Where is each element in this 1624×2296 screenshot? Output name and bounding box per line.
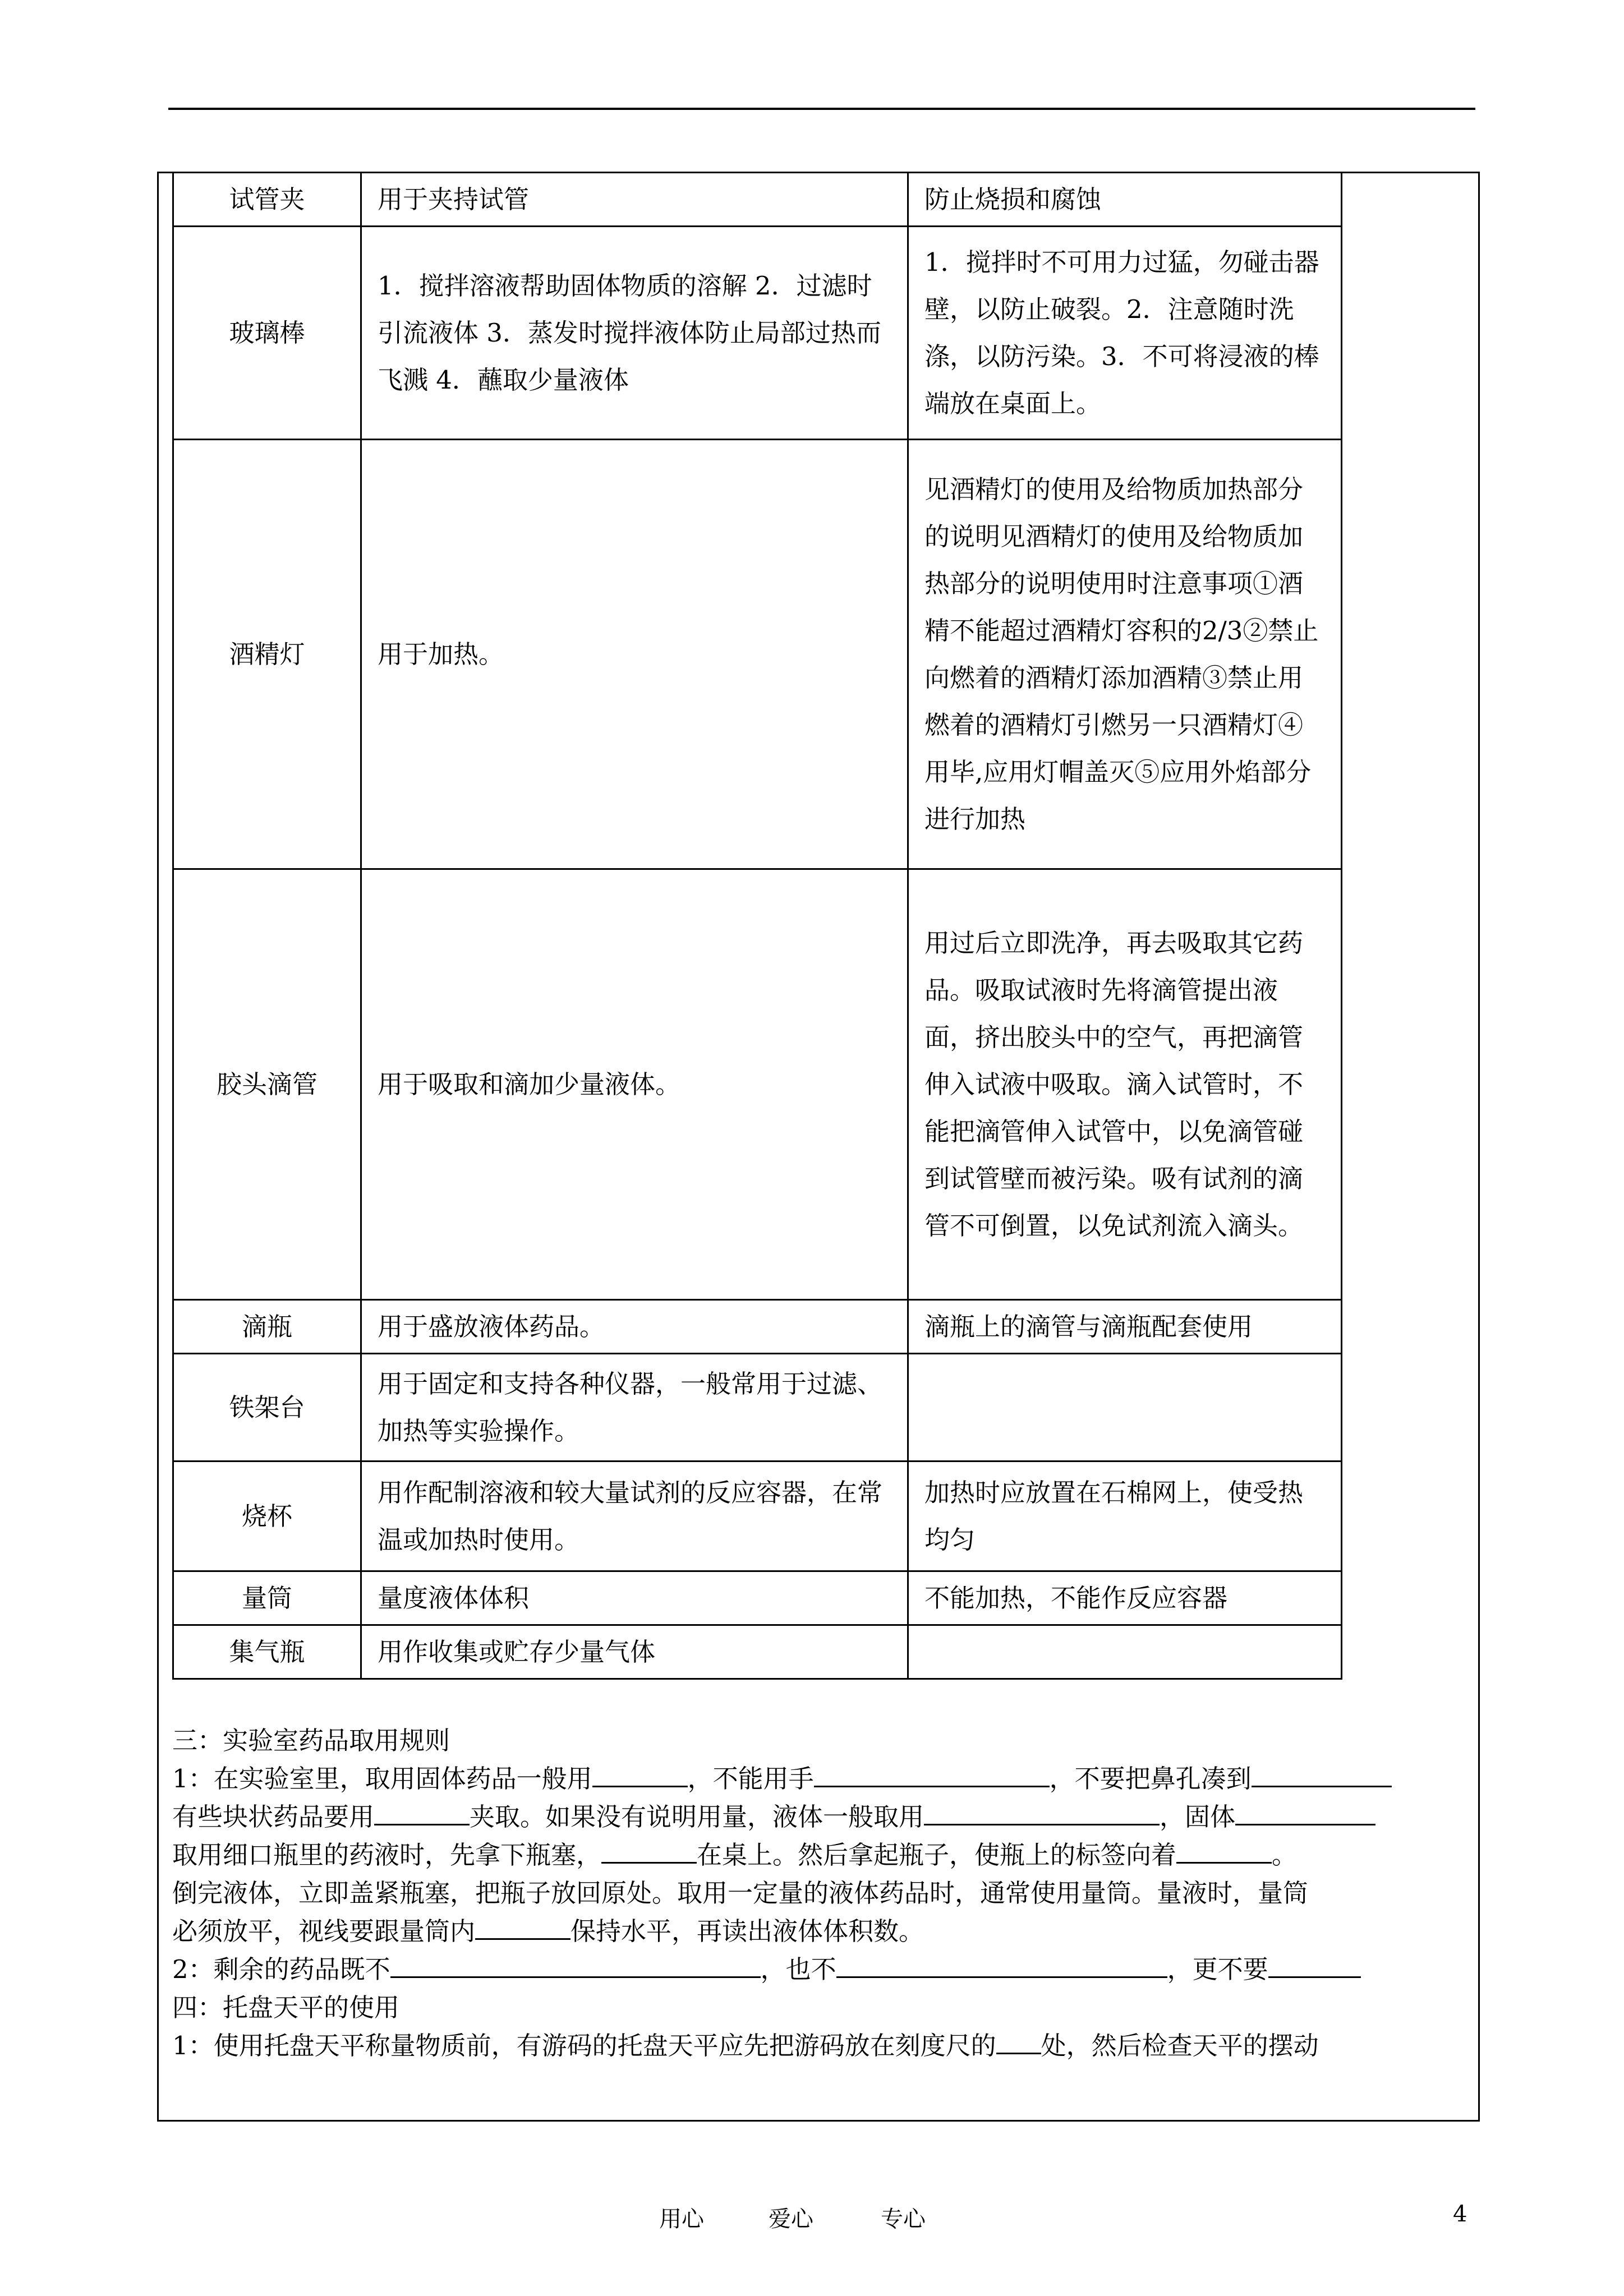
instrument-name: 酒精灯 (173, 440, 361, 869)
fill-blank[interactable] (390, 1953, 761, 1978)
rule-line: 倒完液体，立即盖紧瓶塞，把瓶子放回原处。取用一定量的液体药品时，通常使用量筒。量液时，量筒 (172, 1878, 1309, 1908)
instrument-name: 量筒 (173, 1571, 361, 1625)
rules-section (172, 1722, 1485, 2065)
instrument-note (908, 1354, 1342, 1461)
instrument-note: 防止烧损和腐蚀 (908, 173, 1342, 227)
fill-blank[interactable] (475, 1915, 571, 1940)
rule-text: 有些块状药品要用 (172, 1802, 375, 1832)
instrument-note: 加热时应放置在石棉网上，使受热均匀 (908, 1461, 1342, 1571)
instrument-note: 用过后立即洗净，再去吸取其它药品。吸取试液时先将滴管提出液面，挤出胶头中的空气，再把滴管伸入试液中吸取。滴入试管时，不能把滴管伸入试管中，以免滴管碰到试管壁而被污染。吸有试剂的滴管不可倒置，以免试剂流入滴头。 (908, 869, 1342, 1300)
table-row (173, 1461, 1342, 1571)
instrument-use: 用作配制溶液和较大量试剂的反应容器，在常温或加热时使用。 (361, 1461, 908, 1571)
instrument-use: 1．搅拌溶液帮助固体物质的溶解 2．过滤时引流液体 3．蒸发时搅拌液体防止局部过热而飞溅 4．蘸取少量液体 (361, 227, 908, 440)
instrument-use: 用作收集或贮存少量气体 (361, 1625, 908, 1679)
section-title: 三：实验室药品取用规则 (172, 1726, 450, 1755)
fill-blank[interactable] (996, 2029, 1041, 2054)
fill-blank[interactable] (601, 1838, 697, 1864)
instrument-name: 集气瓶 (173, 1625, 361, 1679)
rule-text: 。 (1272, 1840, 1298, 1870)
table-row (173, 1571, 1342, 1625)
rule-line (172, 1836, 1485, 1874)
rule-text: 保持水平，再读出液体体积数。 (571, 1916, 924, 1946)
table-row (173, 173, 1342, 227)
instrument-name: 滴瓶 (173, 1300, 361, 1354)
rule-text: ，固体 (1160, 1802, 1236, 1832)
instrument-use: 用于加热。 (361, 440, 908, 869)
table-row (173, 440, 1342, 869)
rule-line (172, 2027, 1485, 2065)
rule-line (172, 1951, 1485, 1989)
instrument-note: 不能加热，不能作反应容器 (908, 1571, 1342, 1625)
instrument-use: 量度液体体积 (361, 1571, 908, 1625)
fill-blank[interactable] (592, 1762, 688, 1787)
rule-text: ，更不要 (1167, 1954, 1268, 1984)
rule-line (172, 1912, 1485, 1951)
instrument-use: 用于夹持试管 (361, 173, 908, 227)
table-row (173, 1625, 1342, 1679)
table-row (173, 1354, 1342, 1461)
rule-text: 夹取。如果没有说明用量，液体一般取用 (470, 1802, 924, 1832)
rule-text: 取用细口瓶里的药液时，先拿下瓶塞， (172, 1840, 602, 1870)
fill-blank[interactable] (1176, 1838, 1272, 1864)
instrument-note: 见酒精灯的使用及给物质加热部分的说明见酒精灯的使用及给物质加热部分的说明使用时注意事项①酒精不能超过酒精灯容积的2/3②禁止向燃着的酒精灯添加酒精③禁止用燃着的酒精灯引燃另一只酒精灯④用毕,应用灯帽盖灭⑤应用外焰部分进行加热 (908, 440, 1342, 869)
fill-blank[interactable] (1268, 1953, 1361, 1978)
instrument-table (172, 172, 1342, 1680)
rule-line (172, 1760, 1485, 1798)
rule-text: 1：使用托盘天平称量物质前，有游码的托盘天平应先把游码放在刻度尺的 (172, 2031, 996, 2060)
fill-blank[interactable] (836, 1953, 1167, 1978)
footer-motto: 用心 (659, 2206, 704, 2232)
rule-text: ，不能用手 (687, 1764, 814, 1794)
instrument-name: 铁架台 (173, 1354, 361, 1461)
instrument-note (908, 1625, 1342, 1679)
rule-text: 在桌上。然后拿起瓶子，使瓶上的标签向着 (697, 1840, 1177, 1870)
fill-blank[interactable] (1252, 1762, 1392, 1787)
instrument-name: 试管夹 (173, 173, 361, 227)
footer-motto: 爱心 (769, 2206, 813, 2232)
rule-text: 处，然后检查天平的摆动 (1041, 2031, 1319, 2060)
instrument-note: 1．搅拌时不可用力过猛，勿碰击器壁，以防止破裂。2．注意随时洗涤，以防污染。3．不可将浸液的棒端放在桌面上。 (908, 227, 1342, 440)
rule-line (172, 1798, 1485, 1836)
instrument-use: 用于固定和支持各种仪器，一般常用于过滤、加热等实验操作。 (361, 1354, 908, 1461)
page-number: 4 (1453, 2201, 1467, 2227)
instrument-name: 玻璃棒 (173, 227, 361, 440)
instrument-name: 烧杯 (173, 1461, 361, 1571)
fill-blank[interactable] (924, 1800, 1160, 1825)
table-row (173, 227, 1342, 440)
section-title: 四：托盘天平的使用 (172, 1993, 400, 2022)
instrument-name: 胶头滴管 (173, 869, 361, 1300)
rule-text: 1：在实验室里，取用固体药品一般用 (172, 1764, 592, 1794)
header-rule (168, 108, 1475, 110)
instrument-use: 用于吸取和滴加少量液体。 (361, 869, 908, 1300)
table-row (173, 869, 1342, 1300)
rule-text: 必须放平，视线要跟量筒内 (172, 1916, 476, 1946)
rule-text: ，不要把鼻孔凑到 (1049, 1764, 1252, 1794)
fill-blank[interactable] (814, 1762, 1050, 1787)
table-row (173, 1300, 1342, 1354)
rule-text: 2：剩余的药品既不 (172, 1954, 390, 1984)
rule-text: ，也不 (760, 1954, 836, 1984)
fill-blank[interactable] (374, 1800, 470, 1825)
fill-blank[interactable] (1235, 1800, 1375, 1825)
instrument-note: 滴瓶上的滴管与滴瓶配套使用 (908, 1300, 1342, 1354)
footer-motto: 专心 (881, 2206, 926, 2232)
instrument-use: 用于盛放液体药品。 (361, 1300, 908, 1354)
